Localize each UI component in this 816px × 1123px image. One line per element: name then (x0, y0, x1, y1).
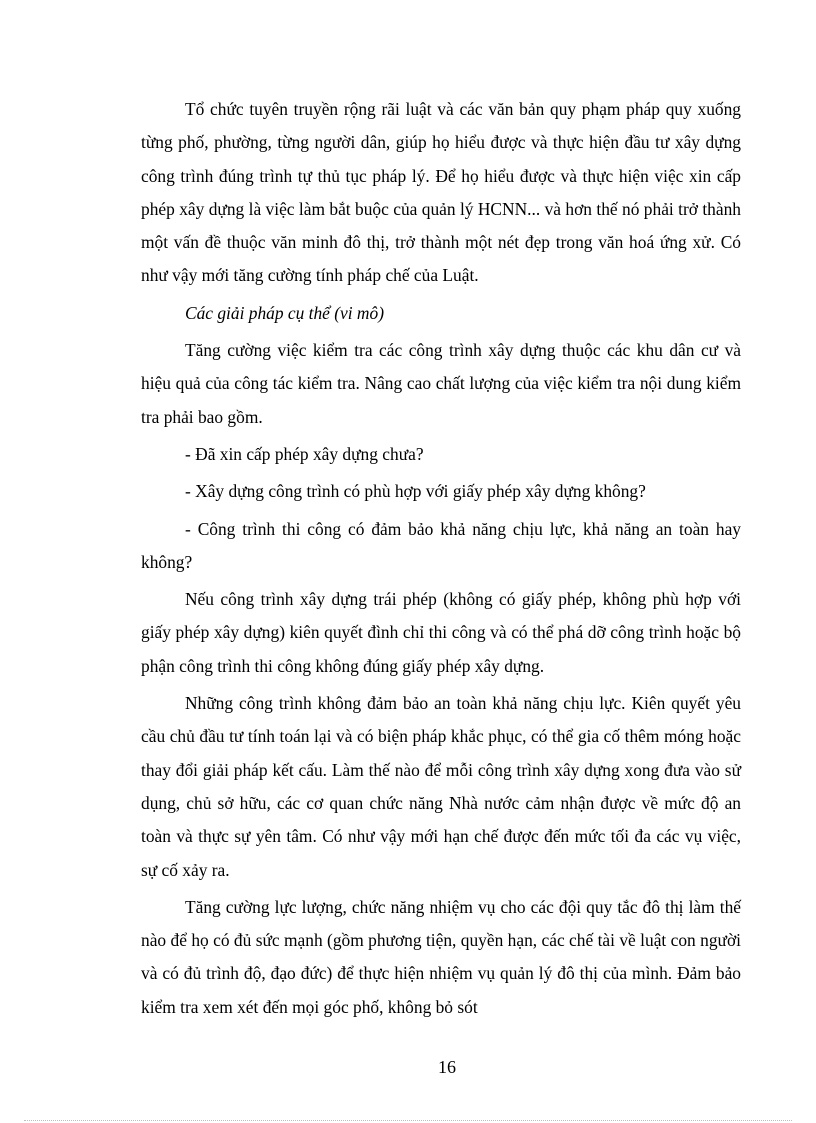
section-subheading: Các giải pháp cụ thể (vi mô) (185, 302, 384, 323)
checklist-item-permit: - Đã xin cấp phép xây dựng chưa? (185, 443, 424, 464)
paragraph-illegal-construction: Nếu công trình xây dựng trái phép (không có giấy phép, không phù hợp với giấy phép xây dựng) kiên quyết đình chỉ thi công và có thể phá dỡ công trình hoặc bộ phận công trình thi công không đúng giấy phép xây dựng. (141, 589, 741, 676)
page-number: 16 (438, 1057, 456, 1077)
paragraph-enforcement-teams: Tăng cường lực lượng, chức năng nhiệm vụ cho các đội quy tắc đô thị làm thế nào để họ có đủ sức mạnh (gồm phương tiện, quyền hạn, các chế tài về luật con người và có đủ trình độ, đạo đức) để thực hiện nhiệm vụ quản lý đô thị của mình. Đảm bảo kiểm tra xem xét đến mọi góc phố, không bỏ sót (141, 896, 741, 1017)
checklist-item-compliance: - Xây dựng công trình có phù hợp với giấy phép xây dựng không? (185, 481, 646, 502)
paragraph-propaganda: Tổ chức tuyên truyền rộng rãi luật và các văn bản quy phạm pháp quy xuống từng phố, phường, từng người dân, giúp họ hiểu được và thực hiện đầu tư xây dựng công trình đúng trình tự thủ tục pháp lý. Để họ hiểu được và thực hiện việc xin cấp phép xây dựng là việc làm bắt buộc của quản lý HCNN... và hơn thế nó phải trở thành một vấn đề thuộc văn minh đô thị, trở thành một nét đẹp trong văn hoá ứng xử. Có như vậy mới tăng cường tính pháp chế của Luật. (141, 99, 741, 286)
paragraph-inspection: Tăng cường việc kiểm tra các công trình xây dựng thuộc các khu dân cư và hiệu quả của công tác kiểm tra. Nâng cao chất lượng của việc kiểm tra nội dung kiểm tra phải bao gồm. (141, 340, 741, 427)
checklist-item-safety: - Công trình thi công có đảm bảo khả năng chịu lực, khả năng an toàn hay không? (141, 518, 741, 572)
page-bottom-divider (24, 1120, 792, 1121)
paragraph-structural-safety: Những công trình không đảm bảo an toàn khả năng chịu lực. Kiên quyết yêu cầu chủ đầu tư tính toán lại và có biện pháp khắc phục, có thể gia cố thêm móng hoặc thay đổi giải pháp kết cấu. Làm thế nào để mỗi công trình xây dựng xong đưa vào sử dụng, chủ sở hữu, các cơ quan chức năng Nhà nước cảm nhận được về mức độ an toàn và thực sự yên tâm. Có như vậy mới hạn chế được đến mức tối đa các vụ việc, sự cố xảy ra. (141, 693, 741, 880)
page-body (141, 93, 741, 1028)
